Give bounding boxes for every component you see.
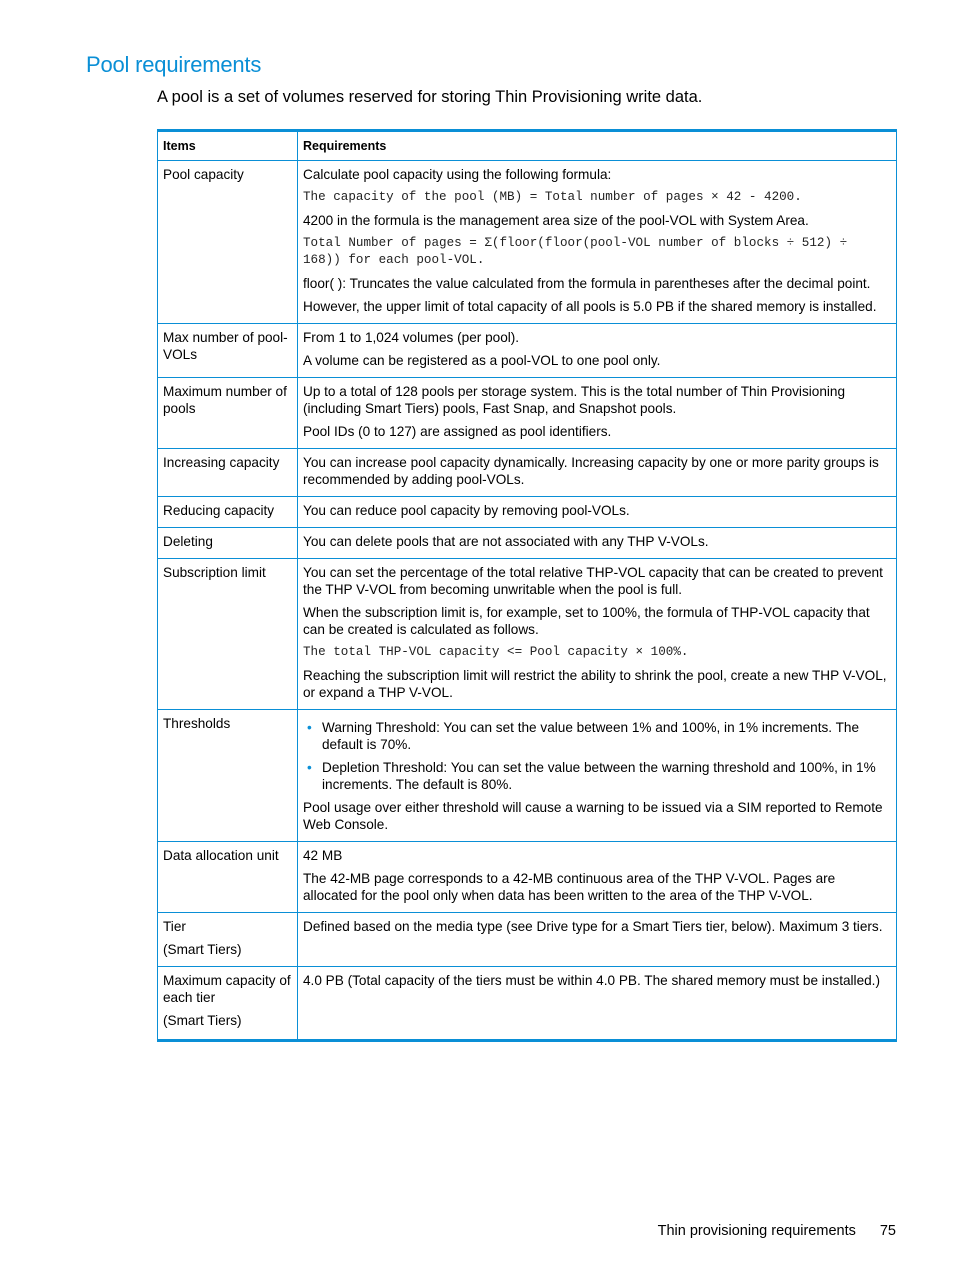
item-cell (158, 913, 298, 967)
requirement-text: You can set the percentage of the total relative THP-VOL capacity that can be created to prevent the THP V-VOL from becoming unwritable when the pool is full. (303, 565, 883, 597)
item-cell: Pool capacity (158, 161, 298, 324)
list-item: • Warning Threshold: You can set the value between 1% and 100%, in 1% increments. The default is 70%. (322, 719, 892, 753)
column-header-items: Items (158, 131, 298, 161)
item-cell: Data allocation unit (158, 842, 298, 913)
requirement-cell (298, 842, 897, 913)
requirement-cell (298, 378, 897, 449)
item-label: Maximum capacity of each tier (163, 973, 291, 1005)
table-row (158, 967, 897, 1041)
requirement-cell (298, 449, 897, 497)
intro-text: A pool is a set of volumes reserved for storing Thin Provisioning write data. (157, 88, 703, 106)
table-header-row (158, 131, 897, 161)
requirement-cell (298, 324, 897, 378)
requirement-text: Pool usage over either threshold will cause a warning to be issued via a SIM reported to Remote Web Console. (303, 800, 883, 832)
item-cell: Deleting (158, 528, 298, 559)
requirement-text: 4200 in the formula is the management area size of the pool-VOL with System Area. (303, 213, 809, 228)
requirement-text: From 1 to 1,024 volumes (per pool). (303, 330, 520, 345)
requirement-cell (298, 913, 897, 967)
table-row (158, 559, 897, 710)
requirement-cell (298, 967, 897, 1041)
requirement-text: 42 MB (303, 848, 343, 863)
page-number: 75 (879, 1223, 896, 1239)
formula-code: The total THP-VOL capacity <= Pool capacity × 100%. (303, 645, 689, 659)
item-cell (158, 967, 298, 1041)
requirement-text: When the subscription limit is, for example, set to 100%, the formula of THP-VOL capacity that can be created is calculated as follows. (303, 605, 870, 637)
item-note: (Smart Tiers) (163, 1013, 242, 1028)
table-row (158, 449, 897, 497)
table-row (158, 913, 897, 967)
requirement-text: You can increase pool capacity dynamically. Increasing capacity by one or more parity groups is recommended by adding pool-VOLs. (303, 455, 879, 487)
page-footer (658, 1223, 896, 1239)
table-row (158, 710, 897, 842)
threshold-list (303, 719, 892, 793)
requirements-table (157, 129, 897, 1042)
requirement-text: The 42-MB page corresponds to a 42-MB continuous area of the THP V-VOL. Pages are allocated for the pool only when data has been written to the area of the THP V-VOL. (303, 871, 836, 903)
formula-code: The capacity of the pool (MB) = Total number of pages × 42 - 4200. (303, 190, 802, 204)
requirement-text: Up to a total of 128 pools per storage system. This is the total number of Thin Provisioning (including Smart Tiers) pools, Fast Snap, and Snapshot pools. (303, 384, 846, 416)
requirement-cell (298, 528, 897, 559)
item-cell: Maximum number of pools (158, 378, 298, 449)
requirement-text: Calculate pool capacity using the following formula: (303, 167, 612, 182)
requirement-cell (298, 559, 897, 710)
item-note: (Smart Tiers) (163, 942, 242, 957)
requirement-text: However, the upper limit of total capacity of all pools is 5.0 PB if the shared memory is installed. (303, 299, 877, 314)
item-cell: Max number of pool-VOLs (158, 324, 298, 378)
table-row (158, 842, 897, 913)
requirement-text: You can delete pools that are not associated with any THP V-VOLs. (303, 534, 709, 549)
formula-code: Total Number of pages = Σ(floor(floor(pool-VOL number of blocks ÷ 512) ÷ 168)) for each pool-VOL. (303, 236, 848, 267)
requirement-text: Reaching the subscription limit will restrict the ability to shrink the pool, create a new THP V-VOL, or expand a THP V-VOL. (303, 668, 887, 700)
table-row (158, 497, 897, 528)
table-row (158, 378, 897, 449)
item-cell: Increasing capacity (158, 449, 298, 497)
requirement-cell (298, 497, 897, 528)
requirement-text: Pool IDs (0 to 127) are assigned as pool identifiers. (303, 424, 612, 439)
requirement-text: A volume can be registered as a pool-VOL to one pool only. (303, 353, 661, 368)
requirement-cell (298, 161, 897, 324)
requirement-text: Defined based on the media type (see Drive type for a Smart Tiers tier, below). Maximum 3 tiers. (303, 919, 883, 934)
table-row (158, 324, 897, 378)
item-cell: Reducing capacity (158, 497, 298, 528)
footer-section-title: Thin provisioning requirements (657, 1223, 856, 1239)
requirement-text: 4.0 PB (Total capacity of the tiers must be within 4.0 PB. The shared memory must be installed.) (303, 973, 880, 988)
column-header-requirements: Requirements (298, 131, 897, 161)
item-cell: Subscription limit (158, 559, 298, 710)
item-cell: Thresholds (158, 710, 298, 842)
list-item: • Depletion Threshold: You can set the value between the warning threshold and 100%, in 1% increments. The default is 80%. (322, 759, 892, 793)
requirement-cell (298, 710, 897, 842)
page-title: Pool requirements (86, 52, 262, 77)
table-row (158, 161, 897, 324)
requirement-text: floor( ): Truncates the value calculated from the formula in parentheses after the decimal point. (303, 276, 871, 291)
item-label: Tier (163, 919, 186, 934)
requirement-text: You can reduce pool capacity by removing pool-VOLs. (303, 503, 630, 518)
table-row (158, 528, 897, 559)
